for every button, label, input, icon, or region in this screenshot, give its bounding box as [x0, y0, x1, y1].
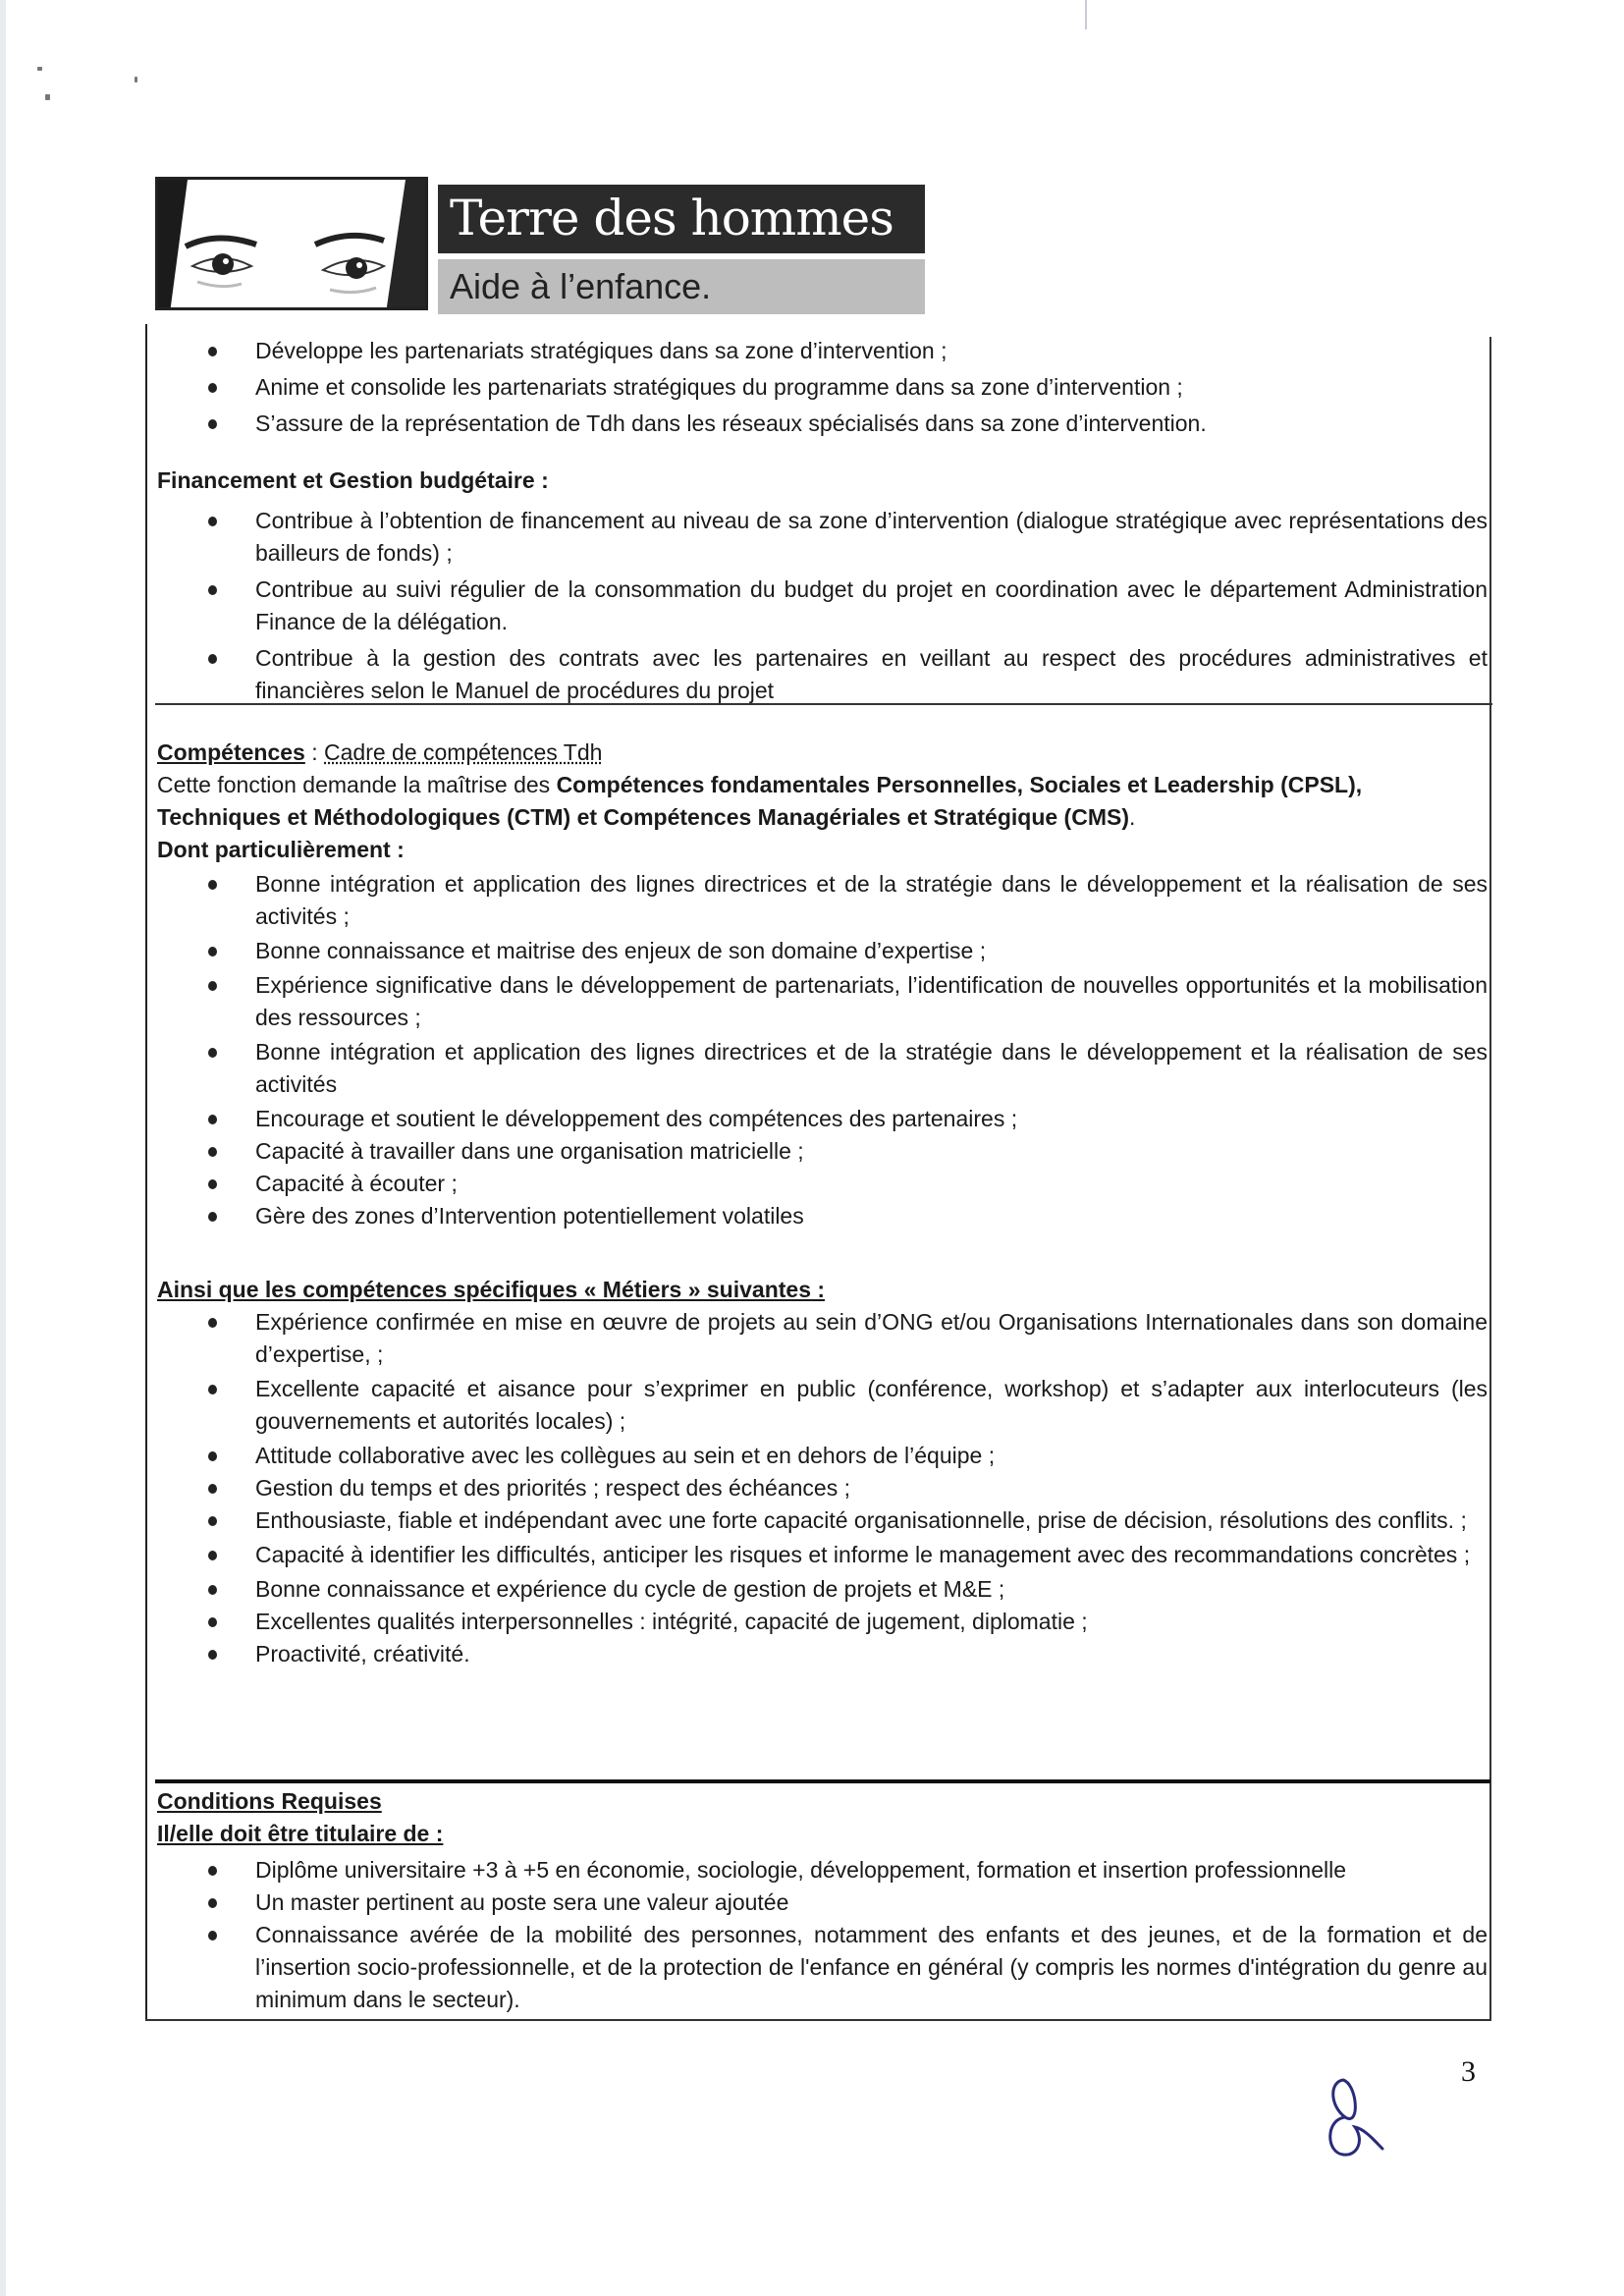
list-item: Bonne connaissance et maitrise des enjeux de son domaine d’expertise ;: [157, 935, 1488, 967]
conditions-subheading: Il/elle doit être titulaire de :: [157, 1821, 444, 1846]
list-item: Proactivité, créativité.: [157, 1638, 1488, 1670]
bullet-icon: [208, 1866, 217, 1876]
section-divider-thick: [155, 1779, 1490, 1783]
bullet-icon: [208, 1318, 217, 1328]
list-item: Anime et consolide les partenariats stratégiques du programme dans sa zone d’intervention ;: [157, 371, 1488, 404]
logo-eyes-photo: [155, 177, 428, 310]
list-item: Bonne intégration et application des lignes directrices et de la stratégie dans le développement et la réalisation de ses activités: [157, 1036, 1488, 1101]
financement-heading: Financement et Gestion budgétaire :: [157, 467, 549, 493]
bullet-icon: [208, 1484, 217, 1494]
list-item: Gestion du temps et des priorités ; respect des échéances ;: [157, 1472, 1488, 1504]
bullet-icon: [208, 1385, 217, 1394]
list-item: Diplôme universitaire +3 à +5 en économie, sociologie, développement, formation et insertion professionnelle: [157, 1854, 1488, 1886]
scan-speck: [135, 77, 137, 82]
list-item: Développe les partenariats stratégiques dans sa zone d’intervention ;: [157, 335, 1488, 367]
bullet-icon: [208, 880, 217, 890]
bullet-icon: [208, 1898, 217, 1908]
list-item: Gère des zones d’Intervention potentiellement volatiles: [157, 1200, 1488, 1232]
frame-border-bottom: [145, 2019, 1491, 2021]
financement-list: [157, 505, 1488, 707]
competences-heading: Compétences: [157, 739, 305, 765]
tdh-logo: [155, 177, 925, 314]
bullet-icon: [208, 1048, 217, 1058]
frame-border-right: [1489, 337, 1491, 2020]
list-item: Expérience confirmée en mise en œuvre de projets au sein d’ONG et/ou Organisations Internationales dans son domaine d’expertise, ;: [157, 1306, 1488, 1371]
list-item: S’assure de la représentation de Tdh dans les réseaux spécialisés dans sa zone d’intervention.: [157, 408, 1488, 440]
metiers-section: [157, 1274, 1488, 1670]
list-item: Capacité à écouter ;: [157, 1168, 1488, 1200]
handwritten-initials-icon: [1316, 2072, 1404, 2160]
list-item: Capacité à travailler dans une organisation matricielle ;: [157, 1135, 1488, 1168]
scan-speck: [45, 94, 50, 100]
logo-title: Terre des hommes: [438, 185, 925, 253]
financement-section: [157, 465, 1488, 707]
bullet-icon: [208, 347, 217, 356]
list-item: Bonne connaissance et expérience du cycle de gestion de projets et M&E ;: [157, 1573, 1488, 1606]
bullet-icon: [208, 947, 217, 957]
competences-framework-link[interactable]: Cadre de compétences Tdh: [324, 739, 603, 765]
list-item: Capacité à identifier les difficultés, anticiper les risques et informe le management avec des recommandations concrètes ;: [157, 1539, 1488, 1571]
list-item: Attitude collaborative avec les collègues au sein et en dehors de l’équipe ;: [157, 1440, 1488, 1472]
conditions-heading: Conditions Requises: [157, 1788, 382, 1814]
particular-heading: Dont particulièrement :: [157, 837, 405, 862]
bullet-icon: [208, 1650, 217, 1660]
competences-heading-line: Compétences : Cadre de compétences Tdh: [157, 739, 603, 765]
competences-list: [157, 868, 1488, 1232]
conditions-section: [157, 1785, 1488, 2016]
partnerships-list: [157, 335, 1488, 440]
bullet-icon: [208, 383, 217, 393]
list-item: Excellente capacité et aisance pour s’exprimer en public (conférence, workshop) et s’adapter aux interlocuteurs (les gouvernements et autorités locales) ;: [157, 1373, 1488, 1438]
metiers-list: [157, 1306, 1488, 1670]
list-item: Un master pertinent au poste sera une valeur ajoutée: [157, 1886, 1488, 1919]
list-item: Contribue à la gestion des contrats avec les partenaires en veillant au respect des procédures administratives et financières selon le Manuel de procédures du projet: [157, 642, 1488, 707]
bullet-icon: [208, 1551, 217, 1560]
list-item: Encourage et soutient le développement des compétences des partenaires ;: [157, 1103, 1488, 1135]
list-item: Contribue au suivi régulier de la consommation du budget du projet en coordination avec le département Administration Finance de la délégation.: [157, 574, 1488, 638]
list-item: Contribue à l’obtention de financement au niveau de sa zone d’intervention (dialogue stratégique avec représentations des bailleurs de fonds) ;: [157, 505, 1488, 570]
bullet-icon: [208, 1585, 217, 1595]
bullet-icon: [208, 1179, 217, 1189]
list-item: Bonne intégration et application des lignes directrices et de la stratégie dans le développement et la réalisation de ses activités ;: [157, 868, 1488, 933]
page-number: 3: [1461, 2055, 1476, 2088]
conditions-list: [157, 1854, 1488, 2016]
bullet-icon: [208, 1115, 217, 1124]
bullet-icon: [208, 585, 217, 595]
list-item: Enthousiaste, fiable et indépendant avec une forte capacité organisationnelle, prise de décision, résolutions des conflits. ;: [157, 1504, 1488, 1537]
bullet-icon: [208, 1617, 217, 1627]
logo-subtitle: Aide à l’enfance.: [438, 259, 925, 314]
bullet-icon: [208, 419, 217, 429]
list-item: Excellentes qualités interpersonnelles : intégrité, capacité de jugement, diplomatie ;: [157, 1606, 1488, 1638]
list-item: Connaissance avérée de la mobilité des personnes, notamment des enfants et des jeunes, et de la formation et de l’insertion socio-professionnelle, et de la protection de l'enfance en général (y compris les normes d'intégration du genre au minimum dans le secteur).: [157, 1919, 1488, 2016]
bullet-icon: [208, 1516, 217, 1526]
bullet-icon: [208, 1212, 217, 1222]
bullet-icon: [208, 1147, 217, 1157]
metiers-heading: Ainsi que les compétences spécifiques « Métiers » suivantes :: [157, 1277, 826, 1302]
frame-border-left: [145, 324, 147, 2021]
bullet-icon: [208, 1931, 217, 1941]
bullet-icon: [208, 981, 217, 991]
list-item: Expérience significative dans le développement de partenariats, l’identification de nouvelles opportunités et la mobilisation des ressources ;: [157, 969, 1488, 1034]
scan-speck: [37, 67, 42, 71]
scan-edge: [0, 0, 6, 2296]
bullet-icon: [208, 1451, 217, 1461]
competences-section: [157, 737, 1488, 1232]
competences-intro: Cette fonction demande la maîtrise des Compétences fondamentales Personnelles, Sociales et Leadership (CPSL), Techniques et Méthodologiques (CTM) et Compétences Managériales et Stratégique (CMS).: [157, 772, 1363, 830]
bullet-icon: [208, 517, 217, 526]
bullet-icon: [208, 654, 217, 664]
scan-mark: [1085, 0, 1087, 29]
partnerships-section: [157, 335, 1488, 440]
